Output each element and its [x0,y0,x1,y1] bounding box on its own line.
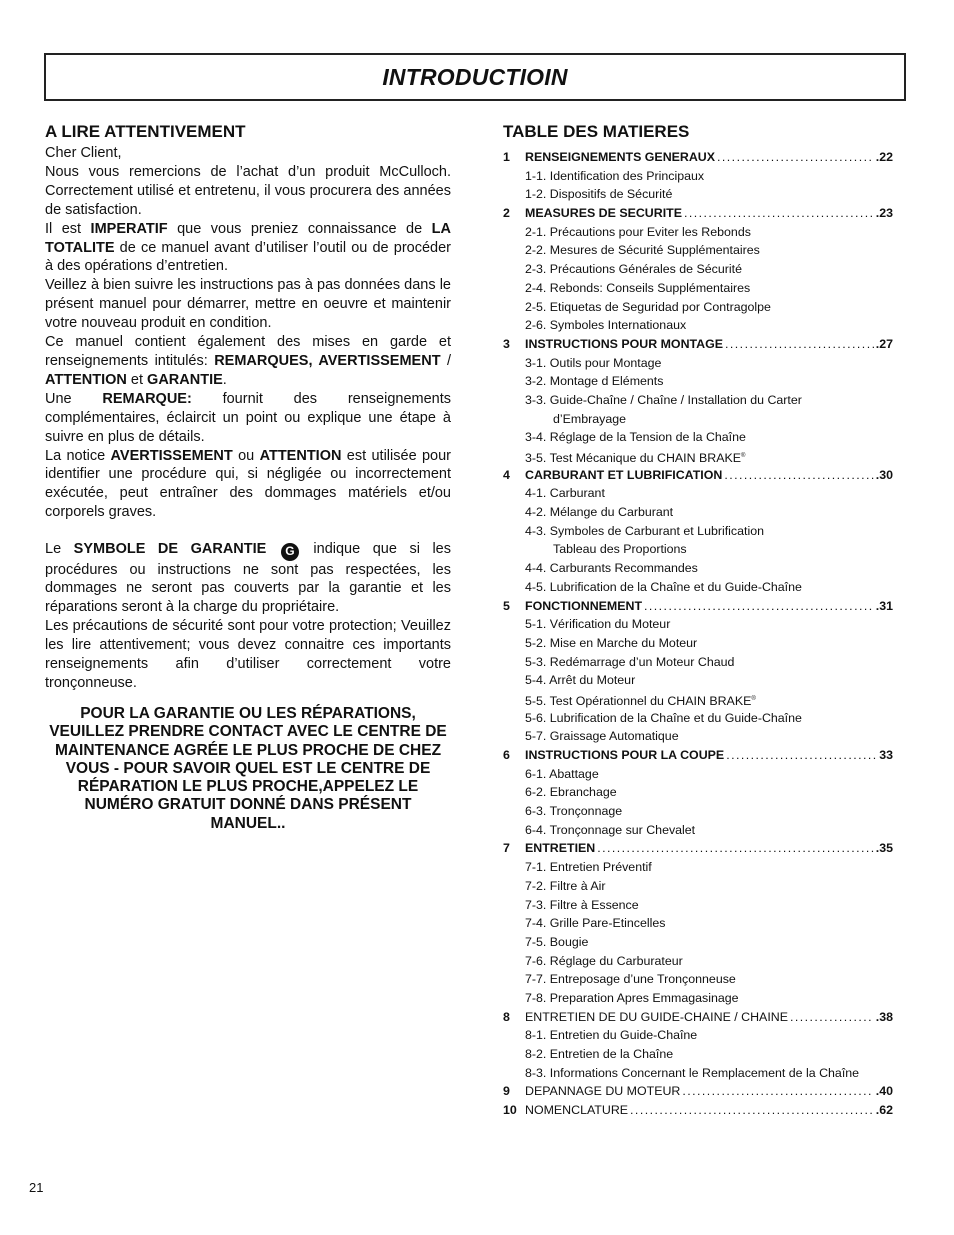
toc-item[interactable]: 8-1. Entretien du Guide-Chaîne [525,1028,698,1043]
toc-item[interactable]: 6-4. Tronçonnage sur Chevalet [525,822,696,837]
toc-section-9[interactable]: 9 DEPANNAGE DU MOTEUR . . . .40 [503,1082,893,1101]
toc-column [503,122,893,1120]
paragraph-remarque: Une REMARQUE: fournit des renseignements complémentaires, éclaircit un point ou explique une étape à suivre en plus de détails. [45,390,451,445]
toc-item[interactable]: 2-3. Précautions Générales de Sécurité [525,262,742,277]
warranty-symbol-icon: G [281,543,299,561]
toc-section-7[interactable]: 7 ENTRETIEN . . . .35 [503,839,893,858]
toc-item[interactable]: 4-4. Carburants Recommandes [525,561,698,576]
warranty-notice: POUR LA GARANTIE OU LES RÉPARATIONS, VEUILLEZ PRENDRE CONTACT AVEC LE CENTRE DE MAINTENANCE AGRÉE LE PLUS PROCHE DE CHEZ VOUS - POUR SAVOIR QUEL EST LE CENTRE DE RÉPARATION LE PLUS PROCHE,APPELEZ LE NUMÉRO GRATUIT DONNÉ DANS PRÉSENT MANUEL.. [49,704,447,832]
toc-item[interactable]: 7-7. Entreposage d’une Tronçonneuse [525,972,736,987]
registered-mark: ® [741,453,746,459]
toc-section-10[interactable]: 10 NOMENCLATURE . . . .62 [503,1101,893,1120]
toc-item[interactable]: 4-3. Symboles de Carburant et Lubrification [525,523,764,538]
toc-item[interactable]: 5-4. Arrêt du Moteur [525,673,636,688]
toc-section-6[interactable]: 6 INSTRUCTIONS POUR LA COUPE . . . 33 [503,746,893,765]
toc-item[interactable]: 5-6. Lubrification de la Chaîne et du Guide-Chaîne [525,710,802,725]
toc-item[interactable]: 5-3. Redémarrage d’un Moteur Chaud [525,654,735,669]
toc-section-4[interactable]: 4 CARBURANT ET LUBRIFICATION . . . .30 [503,466,893,485]
toc-item[interactable]: 7-4. Grille Pare-Etincelles [525,916,666,931]
toc-item[interactable]: 5-5. Test Opérationnel du CHAIN BRAKE® [525,693,756,708]
toc-item[interactable]: 4-2. Mélange du Carburant [525,505,674,520]
intro-heading: A LIRE ATTENTIVEMENT [45,122,246,141]
paragraph-thanks: Nous vous remercions de l’achat d’un produit McCulloch. Correctement utilisé et entretenu, il vous procurera des années de satisfaction. [45,163,451,218]
page-title: INTRODUCTIOIN [382,63,568,90]
toc-item[interactable]: 6-1. Abattage [525,766,599,781]
paragraph-garantie: Le SYMBOLE DE GARANTIE G indique que si les procédures ou instructions ne sont pas respectées, les dommages ne seront pas couverts par la garantie et les réparations seront à la charge du propriétaire. [45,541,451,616]
toc-section-5[interactable]: 5 FONCTIONNEMENT . . . .31 [503,597,893,616]
page-number: 21 [29,1180,44,1195]
toc-item[interactable]: 2-4. Rebonds: Conseils Supplémentaires [525,280,751,295]
toc-section-8[interactable]: 8 ENTRETIEN DE DU GUIDE-CHAINE / CHAINE . . . .38 [503,1008,893,1027]
toc-item[interactable]: 3-4. Réglage de la Tension de la Chaîne [525,430,746,445]
toc-item[interactable]: 1-1. Identification des Principaux [525,168,705,183]
toc-item[interactable]: 6-2. Ebranchage [525,785,617,800]
toc-item[interactable]: 3-2. Montage d Eléments [525,374,664,389]
toc-item[interactable]: 4-1. Carburant [525,486,605,501]
toc-item[interactable]: 6-3. Tronçonnage [525,804,623,819]
toc-item[interactable]: 7-6. Réglage du Carburateur [525,953,683,968]
toc-item[interactable]: 7-3. Filtre à Essence [525,897,639,912]
toc-item[interactable]: 7-8. Preparation Apres Emmagasinage [525,990,739,1005]
toc-item[interactable]: 7-5. Bougie [525,934,589,949]
toc-item[interactable]: 2-5. Etiquetas de Seguridad por Contragolpe [525,299,771,314]
greeting: Cher Client, [45,145,122,161]
toc-item[interactable]: 8-2. Entretien de la Chaîne [525,1047,674,1061]
toc-section-1[interactable]: 1 RENSEIGNEMENTS GENERAUX . . . .22 [503,148,893,167]
toc-item[interactable]: 3-1. Outils pour Montage [525,355,662,370]
toc-item[interactable]: 3-5. Test Mécanique du CHAIN BRAKE® [525,451,746,465]
toc-section-2[interactable]: 2 MEASURES DE SECURITE . . . .23 [503,204,893,223]
toc-heading: TABLE DES MATIERES [503,122,690,141]
title-box [44,53,906,101]
toc-item[interactable]: 3-3. Guide-Chaîne / Chaîne / Installation du Carter [525,392,802,407]
toc-item[interactable]: 5-1. Vérification du Moteur [525,617,671,632]
paragraph-warnings: Ce manuel contient également des mises en garde et renseignements intitulés: REMARQUES, AVERTISSEMENT / ATTENTION et GARANTIE. [45,334,452,388]
toc-item[interactable]: 7-2. Filtre à Air [525,878,606,893]
paragraph-precautions: Les précautions de sécurité sont pour votre protection; Veuillez les lire attentivement; vous devez connaitre ces importants renseignements afin d’utiliser correctement votre tronçonneuse. [45,618,451,692]
toc-section-3[interactable]: 3 INSTRUCTIONS POUR MONTAGE . . . .27 [503,335,893,354]
toc-item[interactable]: 4-5. Lubrification de la Chaîne et du Guide-Chaîne [525,579,802,594]
toc-item[interactable]: 5-7. Graissage Automatique [525,729,679,744]
paragraph-instructions: Veillez à bien suivre les instructions pas à pas données dans le présent manuel pour démarrer, mettre en oeuvre et maintenir votre nouveau produit en condition. [45,277,451,332]
toc-item[interactable]: 2-6. Symboles Internationaux [525,318,687,333]
intro-column [45,122,451,833]
registered-mark: ® [751,695,756,702]
toc-item-continued[interactable]: Tableau des Proportions [553,542,687,557]
toc-item[interactable]: 2-1. Précautions pour Eviter les Rebonds [525,224,751,239]
toc-item[interactable]: 5-2. Mise en Marche du Moteur [525,635,698,650]
toc-item-continued[interactable]: d’Embrayage [553,411,627,426]
paragraph-avertissement: La notice AVERTISSEMENT ou ATTENTION est utilisée pour identifier une procédure qui, si négligée ou incorrectement exécutée, peut entraîner des dommages matériels et/ou corporels graves. [45,447,451,521]
toc-item[interactable]: 7-1. Entretien Préventif [525,860,652,875]
toc-item[interactable]: 8-3. Informations Concernant le Remplacement de la Chaîne [525,1065,860,1080]
toc-item[interactable]: 1-2. Dispositifs de Sécurité [525,187,673,202]
paragraph-imperatif: Il est IMPERATIF que vous preniez connaissance de LA TOTALITE de ce manuel avant d’utiliser l’outil ou de procéder à des opérations d’entretien. [45,220,451,275]
toc-item[interactable]: 2-2. Mesures de Sécurité Supplémentaires [525,243,760,258]
